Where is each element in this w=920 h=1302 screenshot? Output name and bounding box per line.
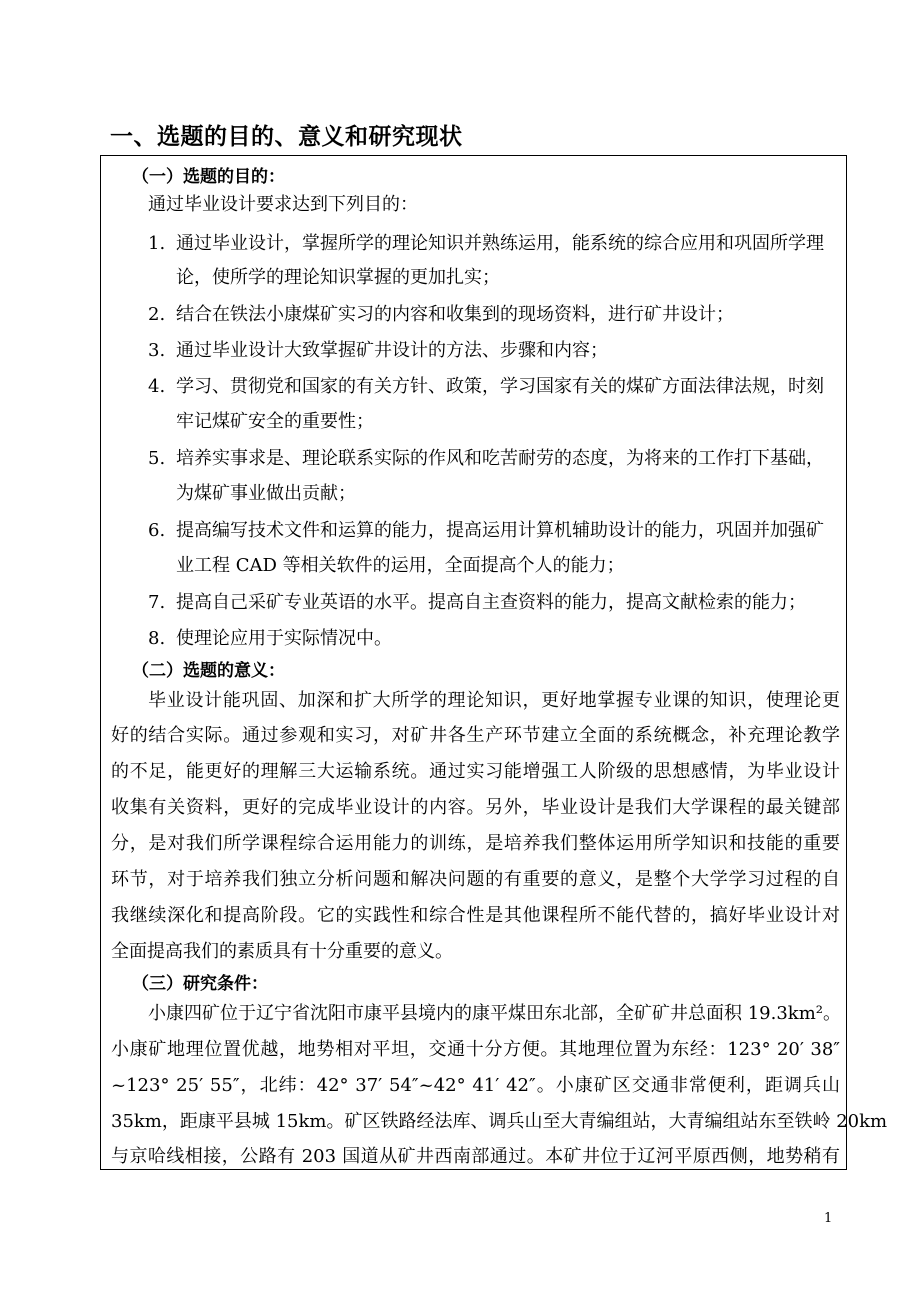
- page-title: 一、选题的目的、意义和研究现状: [110, 124, 463, 150]
- paragraph-line: 的不足，能更好的理解三大运输系统。通过实习能增强工人阶级的思想感情，为毕业设计: [111, 761, 840, 782]
- list-item: [148, 588, 806, 614]
- list-item-number: 7.: [148, 592, 166, 613]
- list-item: [148, 516, 824, 542]
- list-item-text: 通过毕业设计大致掌握矿井设计的方法、步骤和内容；: [176, 340, 608, 361]
- paragraph-line: 我继续深化和提高阶段。它的实践性和综合性是其他课程所不能代替的，搞好毕业设计对: [111, 905, 840, 926]
- list-item-text: 结合在铁法小康煤矿实习的内容和收集到的现场资料，进行矿井设计；: [176, 304, 734, 325]
- page-number: 1: [824, 1211, 833, 1226]
- list-item-number: 1.: [148, 233, 166, 254]
- list-item-text: 培养实事求是、理论联系实际的作风和吃苦耐劳的态度，为将来的工作打下基础，: [176, 448, 824, 469]
- paragraph-line: 分，是对我们所学课程综合运用能力的训练，是培养我们整体运用所学知识和技能的重要: [111, 833, 840, 854]
- list-item-continuation: 为煤矿事业做出贡献；: [176, 483, 356, 504]
- list-item: [148, 444, 824, 470]
- list-item-number: 8.: [148, 628, 166, 649]
- list-item: [148, 300, 734, 326]
- list-item: [148, 372, 824, 398]
- paragraph-line: 全面提高我们的素质具有十分重要的意义。: [111, 941, 453, 962]
- list-item: [148, 336, 608, 362]
- paragraph-line: ~123° 25′ 55″，北纬：42° 37′ 54″~42° 41′ 42″。小康矿区交通非常便利，距调兵山: [111, 1075, 840, 1096]
- paragraph-line: 小康矿地理位置优越，地势相对平坦，交通十分方便。其地理位置为东经：123° 20′ 38″: [111, 1039, 840, 1060]
- section3-title: （三）研究条件：: [132, 974, 268, 994]
- list-item-text: 提高编写技术文件和运算的能力，提高运用计算机辅助设计的能力，巩固并加强矿: [176, 520, 824, 541]
- paragraph-line: 与京哈线相接，公路有 203 国道从矿井西南部通过。本矿井位于辽河平原西侧，地势稍有: [111, 1146, 840, 1167]
- list-item-text: 使理论应用于实际情况中。: [176, 628, 392, 649]
- section1-title: （一）选题的目的：: [132, 167, 285, 187]
- list-item-number: 4.: [148, 376, 166, 397]
- list-item-number: 3.: [148, 340, 166, 361]
- list-item-continuation: 论，使所学的理论知识掌握的更加扎实；: [176, 267, 500, 288]
- paragraph-line: 小康四矿位于辽宁省沈阳市康平县境内的康平煤田东北部，全矿矿井总面积 19.3km²。: [148, 1003, 841, 1024]
- paragraph-line: 收集有关资料，更好的完成毕业设计的内容。另外，毕业设计是我们大学课程的最关键部: [111, 797, 840, 818]
- list-item-number: 5.: [148, 448, 166, 469]
- list-item-continuation: 牢记煤矿安全的重要性；: [176, 411, 374, 432]
- paragraph-line: 毕业设计能巩固、加深和扩大所学的理论知识，更好地掌握专业课的知识，使理论更: [148, 690, 840, 711]
- list-item: [148, 229, 824, 255]
- list-item-continuation: 业工程 CAD 等相关软件的运用，全面提高个人的能力；: [176, 555, 625, 576]
- paragraph-line: 好的结合实际。通过参观和实习，对矿井各生产环节建立全面的系统概念，补充理论教学: [111, 725, 840, 746]
- section2-title: （二）选题的意义：: [132, 661, 285, 681]
- list-item-number: 2.: [148, 304, 166, 325]
- list-item-text: 提高自己采矿专业英语的水平。提高自主查资料的能力，提高文献检索的能力；: [176, 592, 806, 613]
- paragraph-line: 35km，距康平县城 15km。矿区铁路经法库、调兵山至大青编组站，大青编组站东至铁岭 20km: [111, 1111, 888, 1132]
- list-item-text: 通过毕业设计，掌握所学的理论知识并熟练运用，能系统的综合应用和巩固所学理: [176, 233, 824, 254]
- list-item-number: 6.: [148, 520, 166, 541]
- list-item: [148, 624, 392, 650]
- paragraph-line: 环节，对于培养我们独立分析问题和解决问题的有重要的意义，是整个大学学习过程的自: [111, 869, 840, 890]
- list-item-text: 学习、贯彻党和国家的有关方针、政策，学习国家有关的煤矿方面法律法规，时刻: [176, 376, 824, 397]
- section1-intro: 通过毕业设计要求达到下列目的：: [148, 194, 418, 215]
